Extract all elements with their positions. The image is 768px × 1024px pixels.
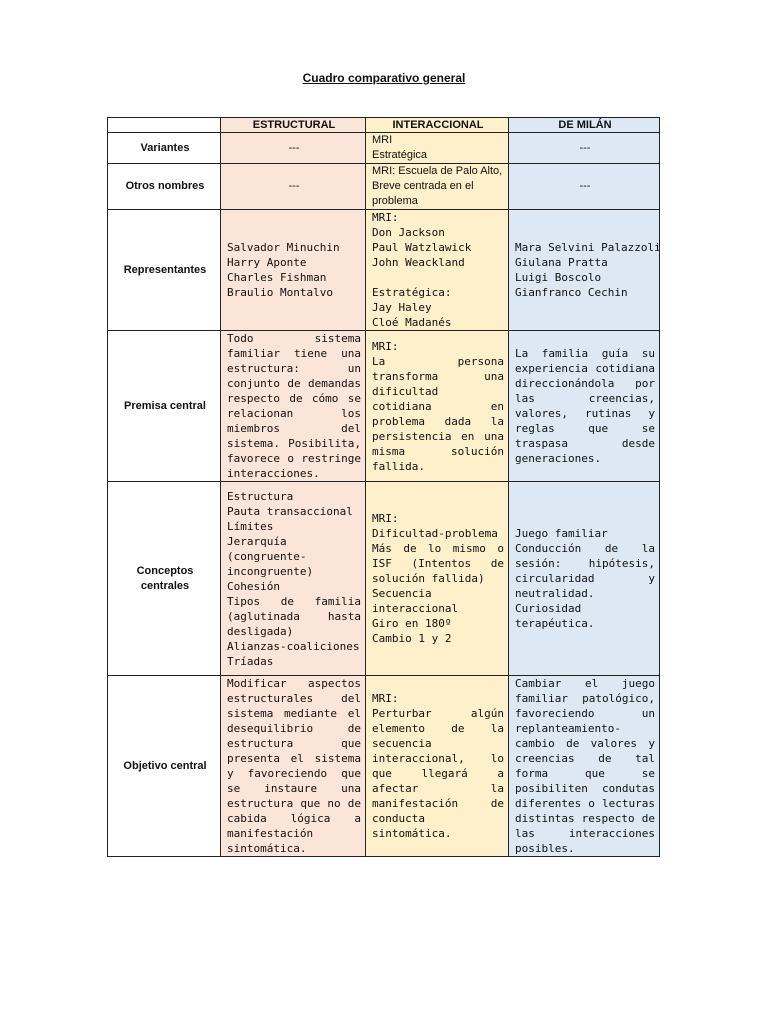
row-objetivo-central: [108, 676, 660, 857]
row-otros-nombres: [108, 164, 660, 210]
representante-item: Estratégica:: [372, 286, 452, 299]
concepto-item: Límites: [227, 519, 274, 533]
concepto-item: Giro en 180º: [372, 617, 452, 630]
objetivo-milan: Cambiar el juego familiar patológico, favoreciendo un replanteamiento-cambio de valores y creencias de tal forma que se posibiliten condutas diferentes o lecturas distintas respecto de las interacciones posibles.: [509, 676, 660, 857]
concepto-item: Tríadas: [227, 654, 274, 668]
representantes-milan: [509, 210, 660, 331]
spacer: [372, 270, 504, 285]
concepto-item: Jerarquía (congruente-incongruente): [227, 534, 314, 578]
objetivo-interaccional-head: MRI:: [372, 692, 399, 705]
row-label-variantes: Variantes: [108, 133, 221, 164]
concepto-item: Dificultad-problema: [372, 527, 498, 540]
variantes-interaccional-line: Estratégica: [372, 149, 428, 161]
variantes-estructural: ---: [221, 133, 366, 164]
row-label-otros-nombres: Otros nombres: [108, 164, 221, 210]
otros-nombres-interaccional: MRI: Escuela de Palo Alto, Breve centrada en el problema: [366, 164, 509, 210]
concepto-item: Cambio 1 y 2: [372, 632, 452, 645]
representante-item: Luigi Boscolo: [515, 271, 602, 284]
concepto-item: Pauta transaccional: [227, 504, 353, 518]
objetivo-interaccional: [366, 676, 509, 857]
representante-item: Cloé Madanés: [372, 316, 452, 329]
concepto-item: Estructura: [227, 489, 294, 503]
variantes-milan: ---: [509, 133, 660, 164]
representante-item: Gianfranco Cechin: [515, 286, 628, 299]
premisa-milan: La familia guía su experiencia cotidiana direccionándola por las creencias, valores, rutinas y reglas que se traspasa desde generaciones.: [509, 331, 660, 482]
variantes-interaccional: [366, 133, 509, 164]
representante-item: Don Jackson: [372, 226, 445, 239]
premisa-interaccional-head: MRI:: [372, 339, 399, 353]
conceptos-milan: [509, 482, 660, 676]
header-milan: DE MILÁN: [509, 118, 660, 133]
representante-item: Mara Selvini Palazzoli: [515, 241, 661, 254]
header-interaccional: INTERACCIONAL: [366, 118, 509, 133]
representante-item: MRI:: [372, 211, 399, 224]
page-title: Cuadro comparativo general: [302, 71, 466, 85]
concepto-item: Cohesión: [227, 579, 280, 593]
row-premisa-central: [108, 331, 660, 482]
representante-item: Salvador Minuchin: [227, 241, 340, 254]
representante-item: Harry Aponte: [227, 256, 307, 269]
concepto-item: Secuencia interaccional: [372, 587, 459, 615]
row-conceptos-centrales: [108, 482, 660, 676]
conceptos-interaccional: [366, 482, 509, 676]
premisa-estructural: Todo sistema familiar tiene una estructura: un conjunto de demandas respecto de cómo se relacionan los miembros del sistema. Posibilita, favorece o restringe interacciones.: [221, 331, 366, 482]
representante-item: Jay Haley: [372, 301, 432, 314]
representantes-estructural: [221, 210, 366, 331]
concepto-item: Curiosidad terapéutica.: [515, 602, 595, 630]
comparison-table: [107, 117, 660, 857]
premisa-interaccional: [366, 331, 509, 482]
objetivo-interaccional-text: Perturbar algún elemento de la secuencia interaccional, lo que llegará a afectar la manifestación de conducta sintomática.: [372, 707, 504, 840]
representantes-interaccional: [366, 210, 509, 331]
concepto-item: Tipos de familia (aglutinada hasta desligada): [227, 594, 361, 638]
representante-item: Paul Watzlawick: [372, 241, 472, 254]
representante-item: Charles Fishman: [227, 271, 327, 284]
representante-item: John Weackland: [372, 256, 465, 269]
otros-nombres-milan: ---: [509, 164, 660, 210]
concepto-item: Juego familiar: [515, 527, 608, 540]
header-empty: [108, 118, 221, 133]
concepto-item: Alianzas-coaliciones: [227, 639, 360, 653]
objetivo-estructural: Modificar aspectos estructurales del sistema mediante el desequilibrio de estructura que presenta el sistema y favoreciendo que se instaure una estructura que no de cabida lógica a manifestación sintomática.: [221, 676, 366, 857]
concepto-item: Más de lo mismo o ISF (Intentos de solución fallida): [372, 542, 504, 585]
table-header-row: [108, 118, 660, 133]
row-label-conceptos: Conceptos centrales: [108, 482, 221, 676]
conceptos-estructural: [221, 482, 366, 676]
otros-nombres-estructural: ---: [221, 164, 366, 210]
variantes-interaccional-line: MRI: [372, 134, 393, 146]
header-estructural: ESTRUCTURAL: [221, 118, 366, 133]
row-label-representantes: Representantes: [108, 210, 221, 331]
concepto-item: Conducción de la sesión: hipótesis, circularidad y neutralidad.: [515, 542, 655, 600]
row-label-objetivo: Objetivo central: [108, 676, 221, 857]
row-variantes: [108, 133, 660, 164]
concepto-item: MRI:: [372, 512, 399, 525]
row-label-premisa: Premisa central: [108, 331, 221, 482]
row-representantes: [108, 210, 660, 331]
representante-item: Giulana Pratta: [515, 256, 608, 269]
representante-item: Braulio Montalvo: [227, 286, 333, 299]
premisa-interaccional-text: La persona transforma una dificultad cotidiana en problema dada la persistencia en una misma solución fallida.: [372, 354, 504, 473]
